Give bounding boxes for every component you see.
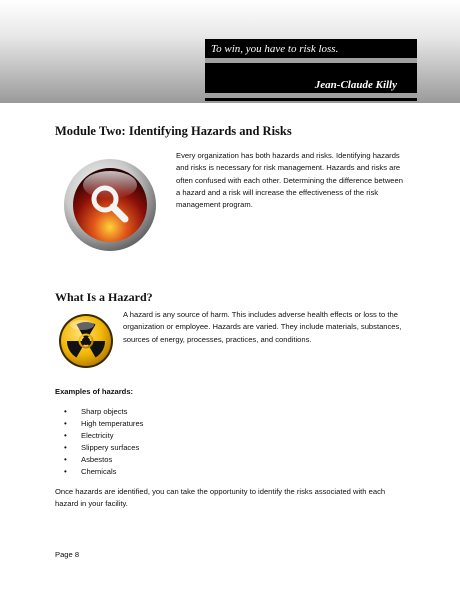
list-item: • Sharp objects: [55, 406, 143, 418]
list-item: • Slippery surfaces: [55, 442, 143, 454]
list-item: • Asbestos: [55, 454, 143, 466]
quote-author: Jean-Claude Killy: [314, 79, 397, 91]
quote-text: To win, you have to risk loss.: [211, 43, 339, 55]
quote-divider-bottom: [205, 93, 417, 98]
quote-divider-top: [205, 58, 417, 63]
module-title: Module Two: Identifying Hazards and Risks: [55, 124, 292, 138]
list-item: • Electricity: [55, 430, 143, 442]
radiation-icon: [58, 313, 114, 369]
list-item: • High temperatures: [55, 418, 143, 430]
section-title-hazard: What Is a Hazard?: [55, 290, 153, 304]
hazard-examples-list: [55, 406, 143, 479]
hazard-definition-text: A hazard is any source of harm. This includes adverse health effects or loss to the organization or employee. Hazards are varied. They include materials, substances, sources of energy, processes, practices, and conditions.: [123, 310, 402, 344]
quote-box: [205, 39, 417, 101]
module-intro-text: Every organization has both hazards and risks. Identifying hazards and risks is necessary for risk management. Hazards and risks are often confused with each other. Determining the difference between a hazard and a risk will increase the effectiveness of the risk management program.: [176, 151, 403, 210]
list-item: • Chemicals: [55, 466, 143, 478]
examples-heading: Examples of hazards:: [55, 387, 134, 396]
page-number: Page 8: [55, 550, 80, 559]
magnifier-icon: [63, 158, 157, 252]
closing-text: Once hazards are identified, you can take the opportunity to identify the risks associated with each hazard in your facility.: [55, 487, 386, 509]
